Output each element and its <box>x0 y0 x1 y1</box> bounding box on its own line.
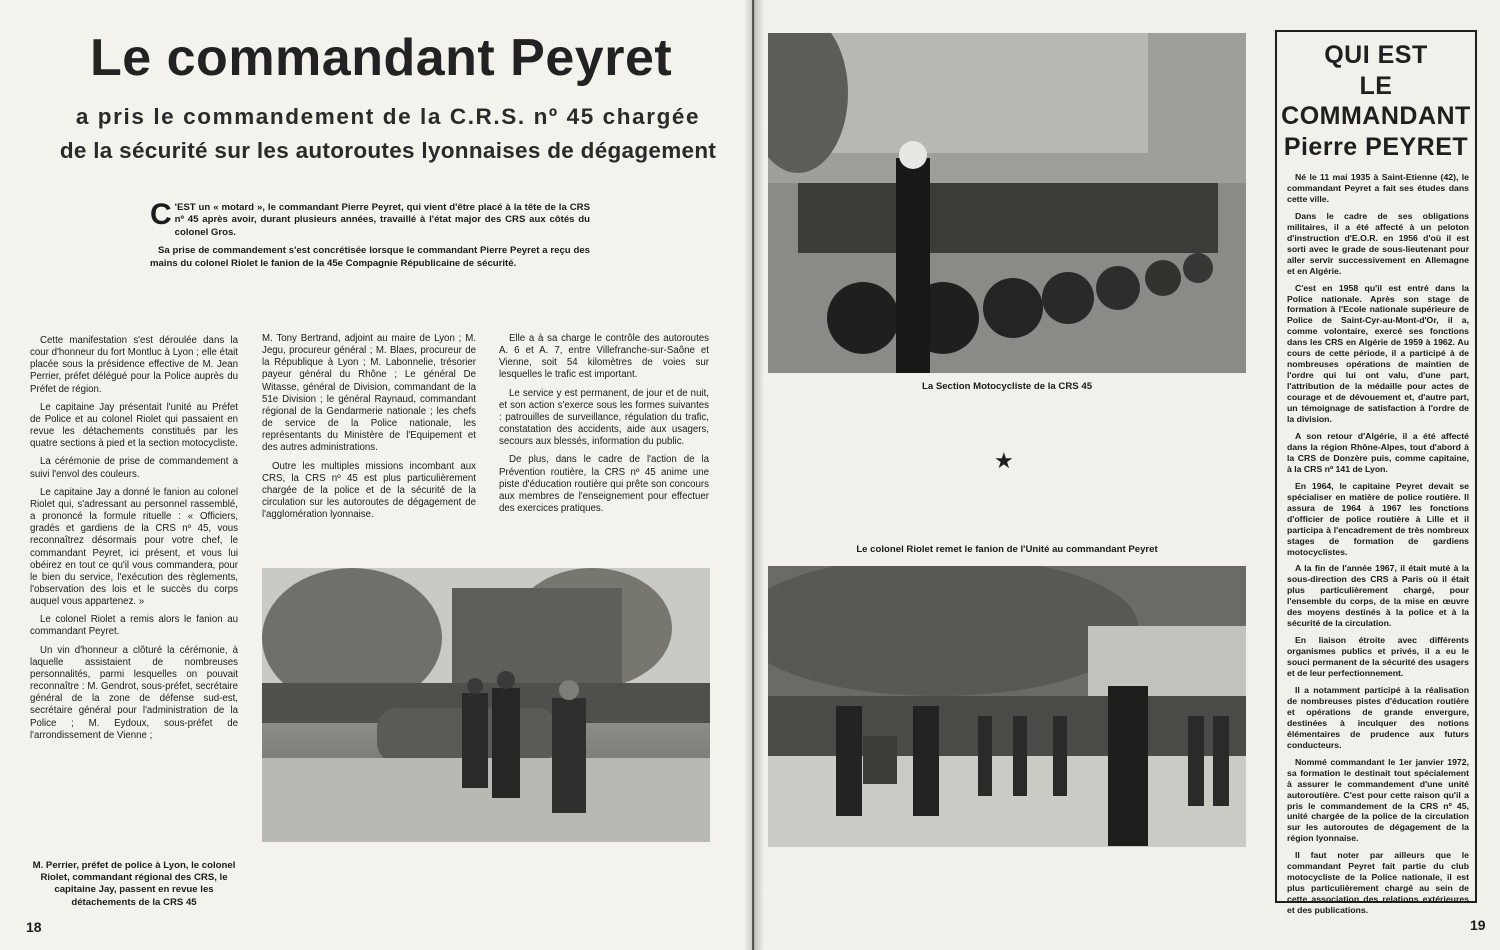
sidebar-paragraph: En liaison étroite avec différents organismes publics et privés, il a eu le souci permanent de la sécurité des usagers et de leur perfectionnement. <box>1287 635 1469 679</box>
article-headline: Le commandant Peyret <box>90 29 673 87</box>
drop-cap: C <box>150 198 172 231</box>
column1-paragraph: Le capitaine Jay a donné le fanion au colonel Riolet qui, s'adressant au personnel rassemblé, a prononcé la formule rituelle : « Officiers, gradés et gardiens de la CRS nº 45, vous reconnaîtrez désormais pour votre chef, le commandant Peyret, ici présent, et vous lui obéirez en tout ce qu'il vous commandera, pour le bien du service, l'exécution des règlements, l'observation des lois et le succès du corps auquel vous appartenez. » <box>30 486 238 608</box>
sidebar-paragraph: Il faut noter par ailleurs que le commandant Peyret fait partie du club motocycliste de la Police nationale, il est plus particulièrement chargé au sein de cette association des relations extérieures et des publications. <box>1287 850 1469 916</box>
sidebar-paragraph: C'est en 1958 qu'il est entré dans la Police nationale. Après son stage de formation à l'Ecole nationale supérieure de Police de Saint-Cyr-au-Mont-d'Or, il a, comme volontaire, exercé ses fonctions dans les CRS en Algérie de 1959 à 1962. Au cours de cette période, il a participé à de nombreuses opérations de maintien de l'ordre qui lui ont valu, d'une part, l'attribution de la médaille pour actes de courage et de dévouement et, d'autre part, un témoignage de satisfaction à l'ordre de la division. <box>1287 282 1469 425</box>
sidebar-title-line1: QUI EST <box>1324 41 1428 69</box>
sidebar-paragraph: En 1964, le capitaine Peyret devait se spécialiser en matière de police routière. Il assura de 1964 à 1967 les fonctions d'officier de police routière à Lille et il participa à l'encadrement de très nombreux stages de formation de gardiens motocyclistes. <box>1287 480 1469 557</box>
column3-paragraph: Elle a à sa charge le contrôle des autoroutes A. 6 et A. 7, entre Villefranche-sur-Saône et Vienne, soit 54 kilomètres de voies sur lesquelles le trafic est important. <box>499 333 709 381</box>
article-intro <box>150 198 590 276</box>
sidebar-paragraph: Il a notamment participé à la réalisation de nombreuses pistes d'éducation routière et opérations de grande envergure, destinées à inculquer des notions élémentaires de prudence aux futurs conducteurs. <box>1287 684 1469 750</box>
sidebar-paragraph: Né le 11 mai 1935 à Saint-Etienne (42), le commandant Peyret a fait ses études dans cette ville. <box>1287 172 1469 204</box>
photo-review-illustration <box>262 568 710 842</box>
photo-moto-illustration <box>768 33 1246 373</box>
photo-flag-illustration <box>768 566 1246 847</box>
sidebar-paragraph: Dans le cadre de ses obligations militaires, il a été affecté à un peloton d'instruction d'E.O.R. en 1956 d'où il est sorti avec le grade de sous-lieutenant pour aller servir successivement en Allemagne et en Algérie. <box>1287 210 1469 276</box>
column3-paragraph: Le service y est permanent, de jour et de nuit, et son action s'exerce sous les formes suivantes : patrouilles de surveillance, régulation du trafic, constatation des accidents, aide aux usagers, secours aux blessés, information du public. <box>499 387 709 448</box>
photo-caption-flag: Le colonel Riolet remet le fanion de l'Unité au commandant Peyret <box>856 544 1158 555</box>
photo-caption-moto: La Section Motocycliste de la CRS 45 <box>921 381 1093 392</box>
photo-flag-ceremony <box>768 566 1246 847</box>
sidebar-paragraph: Nommé commandant le 1er janvier 1972, sa formation le destinait tout spécialement à assurer le commandement d'une unité autoroutière. C'est pour cette raison qu'il a pris le commandement de la CRS nº 45, unité chargée de la police de la circulation sur les autoroutes de dégagement de la région lyonnaise. <box>1287 756 1469 844</box>
article-column-2 <box>262 333 476 527</box>
sidebar-body <box>1287 172 1469 922</box>
sidebar-title-line4: Pierre PEYRET <box>1283 132 1469 161</box>
intro-text-1: 'EST un « motard », le commandant Pierre Peyret, qui vient d'être placé à la tête de la CRS nº 45 après avoir, durant plusieurs années, travaillé à l'état major des CRS aux côtés du colonel Gros. <box>174 202 590 238</box>
column2-paragraph: M. Tony Bertrand, adjoint au maire de Lyon ; M. Jegu, procureur général ; M. Blaes, procureur de la République à Lyon ; M. Labonnelie, trésorier payeur général du Rhône ; Le général De Witasse, général de Division, commandant de la 51e Division ; le général Raynaud, commandant régional de la Gendarmerie nationale ; les chefs de service de la Police nationale, les représentants du Ministère de l'Equipement et des autres administrations. <box>262 333 476 454</box>
article-subhead-line2: de la sécurité sur les autoroutes lyonnaises de dégagement <box>59 138 717 163</box>
star-ornament: ★ <box>994 448 1014 473</box>
column1-paragraph: Un vin d'honneur a clôturé la cérémonie, à laquelle assistaient de nombreuses personnalités, parmi lesquelles on pouvait reconnaître : M. Gendrot, sous-préfet, secrétaire général de la zone de défense sud-est, secrétaire général pour l'administration de la Police ; M. Eydoux, sous-préfet de l'arrondissement de Vienne ; <box>30 644 238 741</box>
intro-paragraph-2: Sa prise de commandement s'est concrétisée lorsque le commandant Pierre Peyret a reçu des mains du colonel Riolet le fanion de la 45e Compagnie Républicaine de sécurité. <box>150 245 590 269</box>
sidebar-title-line3: COMMANDANT <box>1281 102 1471 130</box>
article-column-1 <box>30 335 238 748</box>
article-column-3 <box>499 333 709 521</box>
column2-paragraph: Outre les multiples missions incombant aux CRS, la CRS nº 45 est plus particulièrement chargée de la police et de la sécurité de la circulation sur les autoroutes de dégagement de l'agglomération lyonnaise. <box>262 460 476 521</box>
column1-paragraph: Cette manifestation s'est déroulée dans la cour d'honneur du fort Montluc à Lyon ; elle était placée sous la présidence effective de M. Jean Perrier, préfet délégué pour la Police auprès du Préfet de région. <box>30 335 238 395</box>
sidebar-title <box>1277 40 1475 162</box>
page-number-right: 19 <box>1470 917 1486 933</box>
column3-paragraph: De plus, dans le cadre de l'action de la Prévention routière, la CRS nº 45 anime une piste d'éducation routière qui prête son concours aux membres de l'enseignement pour effectuer des exercices pratiques. <box>499 454 709 515</box>
photo-review-of-detachments <box>262 568 710 842</box>
page-number-left: 18 <box>26 919 42 935</box>
photo-motorcycle-section <box>768 33 1246 373</box>
column1-paragraph: Le colonel Riolet a remis alors le fanion au commandant Peyret. <box>30 614 238 638</box>
sidebar-paragraph: A son retour d'Algérie, il a été affecté dans la région Rhône-Alpes, tout d'abord à la CRS de Donzère puis, comme capitaine, à la CRS nº 141 de Lyon. <box>1287 430 1469 474</box>
sidebar-title-line2: LE <box>1359 71 1393 100</box>
article-subhead-line1: a pris le commandement de la C.R.S. nº 45 chargée <box>75 104 701 129</box>
photo-caption-review: M. Perrier, préfet de police à Lyon, le colonel Riolet, commandant régional des CRS, le capitaine Jay, passent en revue les détachements de la CRS 45 <box>32 860 236 908</box>
intro-paragraph-1 <box>150 198 590 239</box>
sidebar-paragraph: A la fin de l'année 1967, il était muté à la sous-direction des CRS à Paris où il était plus particulièrement chargé, pour l'ensemble du corps, de la mise en œuvre des moyens destinés à la police et à la sécurité de la circulation. <box>1287 563 1469 629</box>
column1-paragraph: La cérémonie de prise de commandement a suivi l'envol des couleurs. <box>30 456 238 480</box>
column1-paragraph: Le capitaine Jay présentait l'unité au Préfet de Police et au colonel Riolet qui passaient en revue les détachements constitués par les quatre sections à pied et la section motocycliste. <box>30 401 238 450</box>
page-gutter <box>744 0 764 950</box>
